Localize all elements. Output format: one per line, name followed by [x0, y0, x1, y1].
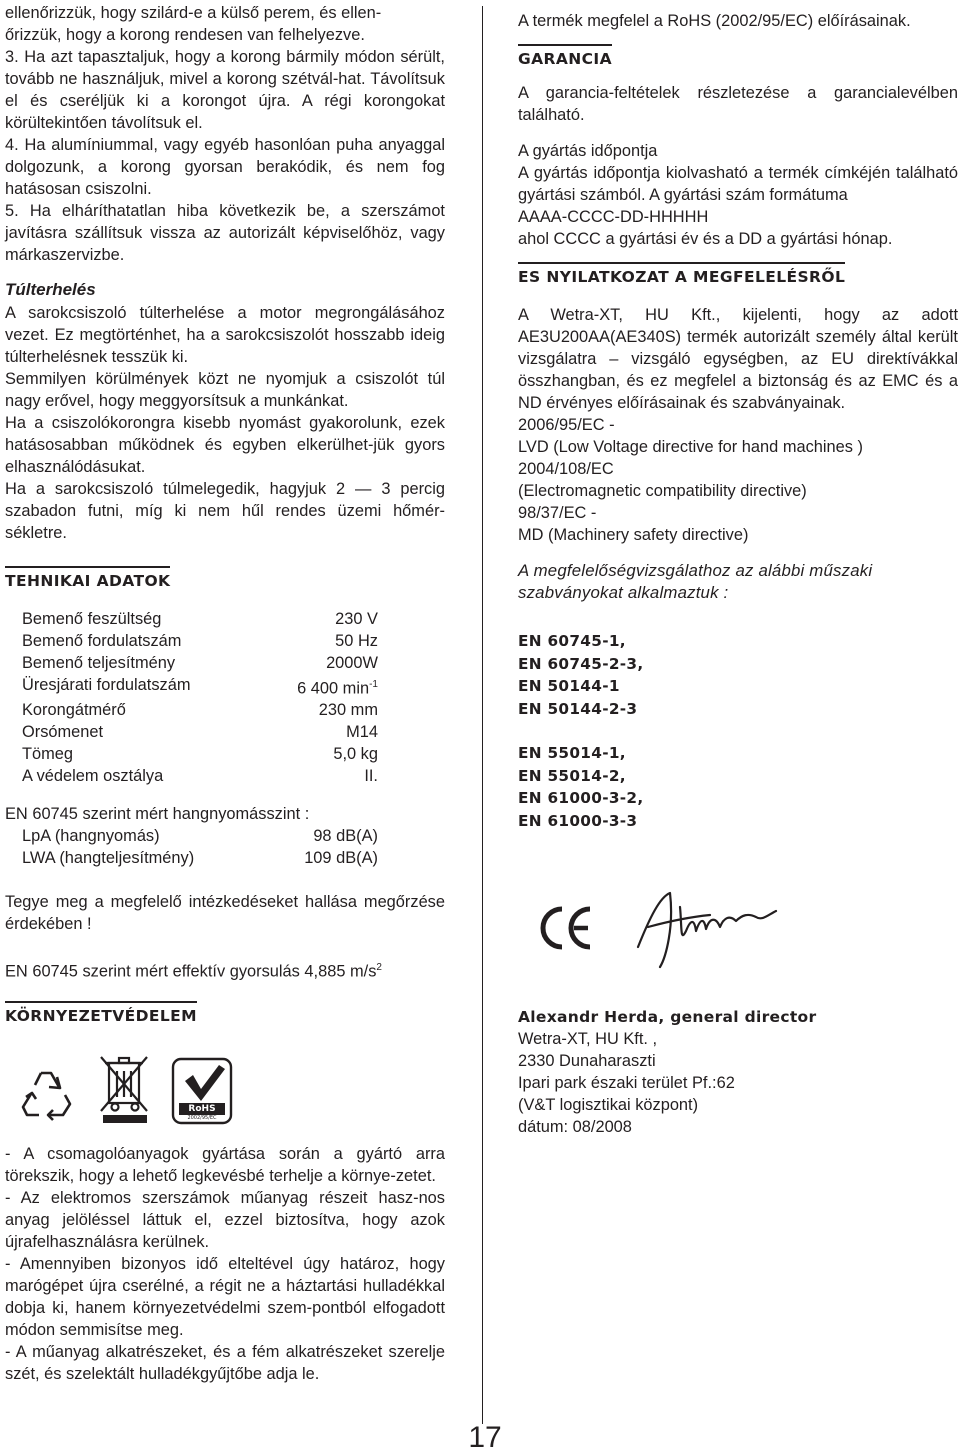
spec-row — [22, 765, 378, 787]
directive-line: 2006/95/EC - — [518, 416, 615, 434]
standard-item: EN 50144-2-3 — [518, 699, 638, 718]
standard-item: EN 55014-1, — [518, 744, 626, 762]
rohs-compliance: A termék megfelel a RoHS (2002/95/EC) előírásainak. — [518, 12, 911, 30]
spec-value: 6 400 min — [297, 679, 370, 698]
noise-value: 109 dB(A) — [304, 849, 378, 868]
spec-label: Bemenő feszültség — [22, 610, 162, 628]
production-date-title: A gyártás időpontja — [518, 142, 658, 160]
warranty-heading: GARANCIA — [518, 44, 612, 70]
overload-paragraph: A sarokcsiszoló túlterhelése a motor megrongálásához vezet. Ez megtörténhet, ha a sarokcsiszolót hosszabb ideig túlterhelésnek tesszük ki. — [5, 304, 445, 366]
intro-line: ellenőrizzük, hogy szilárd-e a külső perem, és ellen- — [5, 4, 382, 22]
page-number: 17 — [468, 1421, 502, 1454]
warranty-text: A garancia-feltételek részletezése a garancialevélben található. — [518, 84, 958, 124]
directive-line: (Electromagnetic compatibility directive) — [518, 482, 807, 500]
noise-value: 98 dB(A) — [313, 827, 378, 846]
overload-paragraph: Ha a csiszolókorongra kisebb nyomást gyakorolunk, ezek hatásosabban működnek és egyben elkerülhet-jük gyors elhasználódásukat. — [5, 414, 445, 476]
directive-line: MD (Machinery safety directive) — [518, 526, 749, 544]
noise-row — [22, 847, 378, 869]
vibration-text: EN 60745 szerint mért effektív gyorsulás 4,885 m/s — [5, 962, 377, 981]
declaration-heading: ES NYILATKOZAT A MEGFELELÉSRŐL — [518, 262, 845, 288]
hearing-protection: Tegye meg a megfelelő intézkedéseket hallása megőrzése érdekében ! — [5, 893, 445, 934]
environment-heading: KÖRNYEZETVÉDELEM — [5, 1001, 197, 1027]
tech-data-heading: TEHNIKAI ADATOK — [5, 566, 170, 592]
ce-mark-icon — [536, 903, 594, 953]
serial-format: AAAA-CCCC-DD-HHHHH — [518, 208, 709, 226]
production-date-text: A gyártás időpontja kiolvasható a termék címkéjén található gyártási számból. A gyártási szám formátuma — [518, 164, 958, 204]
spec-value: 2000W — [326, 654, 378, 672]
standard-item: EN 60745-2-3, — [518, 654, 644, 673]
standards-list-b — [518, 742, 958, 832]
spec-value: 50 Hz — [335, 632, 378, 650]
address-line: dátum: 08/2008 — [518, 1118, 632, 1136]
spec-label: Korongátmérő — [22, 701, 126, 720]
standard-item: EN 60745-1, — [518, 632, 626, 650]
directive-line: 98/37/EC - — [518, 504, 597, 522]
signature-image — [630, 887, 780, 969]
standard-item: EN 61000-3-2, — [518, 789, 644, 807]
noise-row — [22, 825, 378, 847]
signature-row — [536, 888, 958, 968]
standards-intro: A megfelelőségvizsgálathoz az alábbi műszaki szabványokat alkalmaztuk : — [518, 561, 873, 602]
spec-row — [22, 699, 378, 721]
address-line: 2330 Dunaharaszti — [518, 1052, 656, 1070]
directive-line: 2004/108/EC — [518, 460, 614, 478]
spec-row — [22, 652, 378, 674]
environment-paragraph: - Amennyiben bizonyos idő elteltével úgy határoz, hogy marógépet újra cserélné, a régit ne a háztartási hulladékkal dobja ki, hanem környezetvédelmi szem-pontból elfogadott módon semmisítse meg. — [5, 1254, 445, 1339]
overload-heading: Túlterhelés — [5, 280, 96, 299]
address-line: Ipari park északi terület Pf.:62 — [518, 1074, 735, 1092]
spec-value: M14 — [346, 723, 378, 742]
spec-row — [22, 721, 378, 743]
spec-row — [22, 608, 378, 630]
vibration-line — [5, 957, 445, 982]
signer-name: Alexandr Herda, general director — [518, 1008, 817, 1026]
address-line: Wetra-XT, HU Kft. , — [518, 1030, 658, 1048]
instruction-item-5: 5. Ha elháríthatatlan hiba következik be, a szerszámot javításra szállítsuk vissza az autorizált képviselőhöz, vagy márkaszervizbe. — [5, 202, 445, 264]
spec-label: Bemenő fordulatszám — [22, 632, 182, 650]
spec-label: A védelem osztálya — [22, 767, 164, 786]
noise-label: LpA (hangnyomás) — [22, 827, 160, 846]
spec-value-cell — [263, 674, 378, 699]
environment-paragraph: - A műanyag alkatrészeket, és a fém alkatrészeket szerelje szét, és szelektált hulladékgyűjtőbe adja le. — [5, 1342, 445, 1383]
declaration-text: A Wetra-XT, HU Kft., kijelenti, hogy az adott AE3U200AA(AE340S) termék autorizált személy által került vizsgálatra – vizsgáló egységben, az EU direktívákkal összhangban, és ez megfelel a biztonság és az EMC és a ND érvényes előírásainak és szabványainak. — [518, 306, 958, 412]
spec-label: Bemenő teljesítmény — [22, 654, 176, 672]
standard-item: EN 61000-3-3 — [518, 811, 638, 830]
spec-row — [22, 743, 378, 765]
weee-bin-icon — [97, 1051, 153, 1125]
environment-icons — [17, 1045, 445, 1125]
left-column — [5, 2, 445, 1385]
spec-row — [22, 674, 378, 699]
rohs-logo — [171, 1057, 235, 1125]
instruction-item-3: 3. Ha azt tapasztaljuk, hogy a korong bármily módon sérült, tovább ne használjuk, mivel a korong szétvál-hat. Távolítsuk el és cseréljük ki a korongot újra. A régi korongokat körültekintően távolítsuk el. — [5, 48, 445, 132]
spec-value: 230 V — [335, 610, 378, 628]
column-divider — [482, 6, 483, 1424]
spec-label: Orsómenet — [22, 723, 104, 742]
standard-item: EN 55014-2, — [518, 766, 626, 785]
spec-label: Tömeg — [22, 745, 74, 764]
recycle-icon — [17, 1063, 79, 1125]
serial-explanation: ahol CCCC a gyártási év és a DD a gyártási hónap. — [518, 230, 893, 248]
spec-table — [22, 608, 378, 787]
spec-value: 5,0 kg — [333, 745, 378, 764]
noise-intro: EN 60745 szerint mért hangnyomásszint : — [5, 805, 310, 824]
overload-paragraph: Semmilyen körülmények közt ne nyomjuk a csiszolót túl nagy erővel, hogy meggyorsítsuk a munkánkat. — [5, 370, 445, 410]
noise-table — [22, 825, 378, 869]
noise-label: LWA (hangteljesítmény) — [22, 849, 195, 868]
spec-label: Üresjárati fordulatszám — [22, 676, 191, 694]
spec-value: II. — [364, 767, 378, 786]
address-line: (V&T logisztikai központ) — [518, 1096, 699, 1114]
directive-line: LVD (Low Voltage directive for hand machines ) — [518, 438, 863, 456]
standard-item: EN 50144-1 — [518, 677, 620, 695]
spec-row — [22, 630, 378, 652]
environment-paragraph: - A csomagolóanyagok gyártása során a gyártó arra törekszik, hogy a lehető legkevésbé terhelje a környe-zetet. — [5, 1144, 445, 1185]
rohs-label: RoHS — [188, 1103, 216, 1114]
intro-line: őrizzük, hogy a korong rendesen van felhelyezve. — [5, 26, 365, 44]
vibration-exponent: 2 — [376, 962, 382, 974]
instruction-item-4: 4. Ha alumíniummal, vagy egyéb hasonlóan puha anyaggal dolgozunk, a korong gyorsan berakódik, és nem fog hatásosan csiszolni. — [5, 136, 445, 198]
overload-paragraph: Ha a sarokcsiszoló túlmelegedik, hagyjuk 2 — 3 percig szabadon futni, míg ki nem hűl rendes üzemi hőmér-sékletre. — [5, 480, 445, 542]
spec-value: 230 mm — [318, 701, 378, 720]
right-column — [518, 2, 958, 1138]
standards-list-a — [518, 630, 958, 720]
environment-paragraph: - Az elektromos szerszámok műanyag részeit hasz-nos anyag jelöléssel láttuk el, ezzel biztosítva, hogy azok újrafelhasználásra kerülnek. — [5, 1188, 445, 1251]
spec-value-exponent: -1 — [369, 679, 378, 690]
rohs-sublabel: 2002/95/EC — [187, 1114, 217, 1121]
